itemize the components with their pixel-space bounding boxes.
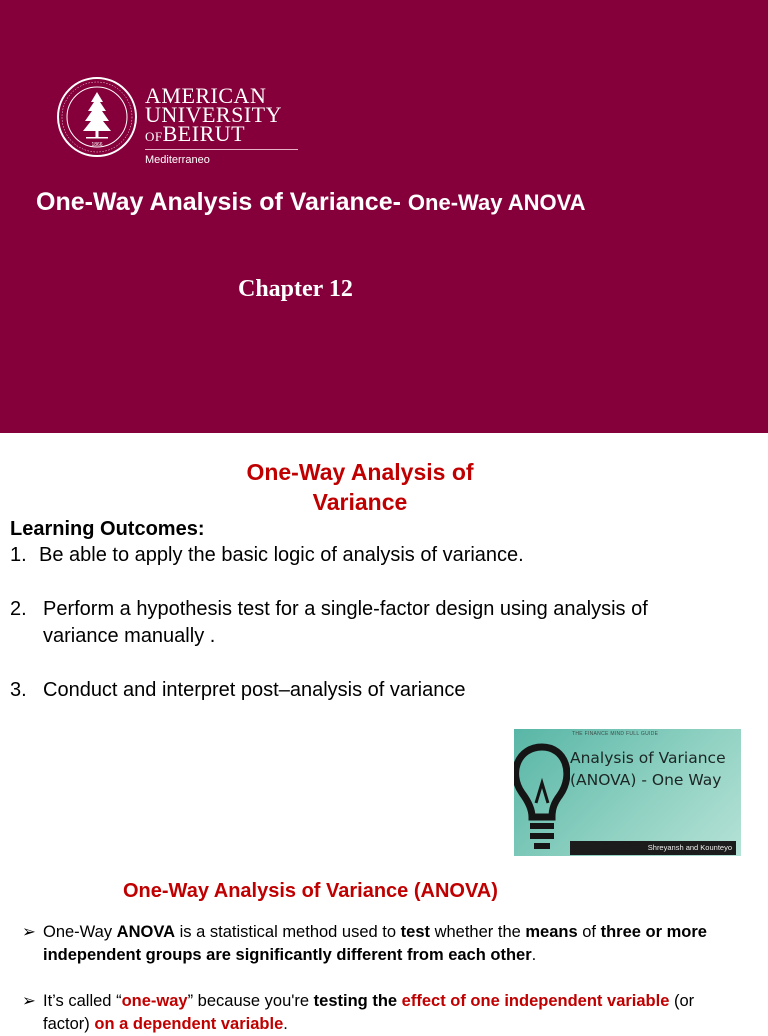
chapter-label: Chapter 12 [238,276,353,302]
wordmark-line-1: AMERICAN [145,83,267,108]
anova-thumbnail-image [514,729,741,856]
title-banner [0,0,768,433]
university-wordmark [145,83,282,146]
presentation-title [36,188,586,217]
thumbnail-title: Analysis of Variance (ANOVA) - One Way [570,749,726,789]
bullet-text: One-Way ANOVA is a statistical method used to test whether the means of three or more independent groups are significantly different from each other. [43,923,707,964]
arrow-bullet-icon: ➢ [22,923,36,941]
campus-name: Mediterraneo [145,154,210,166]
learning-outcomes-heading: Learning Outcomes: [10,518,205,540]
wordmark-line-3: OFBEIRUT [145,121,246,146]
svg-text:1866: 1866 [91,142,103,148]
title-sub: One-Way ANOVA [407,190,586,215]
arrow-bullet-icon: ➢ [22,992,36,1010]
aub-logo [56,76,300,168]
title-main: One-Way Analysis of Variance- [36,188,401,216]
anova-section-title: One-Way Analysis of Variance (ANOVA) [123,880,498,902]
thumbnail-credit: Shreyansh and Kounteyo [570,841,736,855]
lightbulb-icon [514,743,570,856]
section-title: One-Way Analysis of Variance [246,459,474,515]
logo-divider [145,149,298,150]
thumbnail-top-text: THE FINANCE MIND FULL GUIDE [572,731,659,737]
wordmark-line-2: UNIVERSITY [145,102,282,127]
bullet-text: It’s called “one-way” because you're testing the effect of one independent variable (or factor) on a dependent variable. [43,992,695,1033]
cedar-seal-icon [56,76,138,158]
